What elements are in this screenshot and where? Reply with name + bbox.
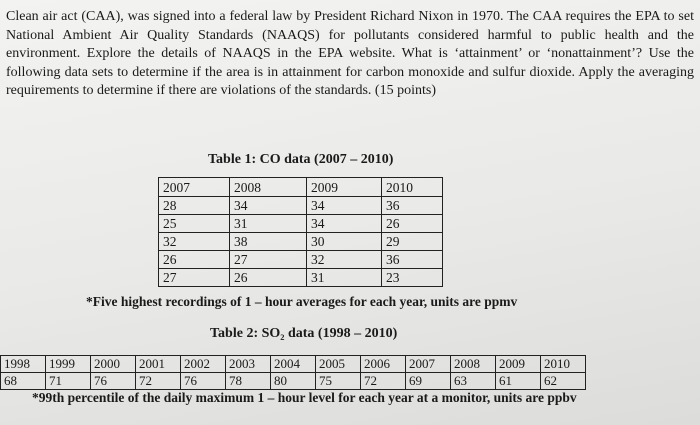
table-cell: 26 — [230, 269, 307, 287]
table-cell: 26 — [159, 251, 230, 269]
year-header: 2010 — [382, 178, 443, 197]
year-header: 2000 — [91, 356, 136, 373]
table-cell: 71 — [46, 373, 91, 390]
table-cell: 76 — [91, 373, 136, 390]
table-cell: 34 — [230, 197, 307, 215]
so2-table-title: Table 2: SO₂ data (1998 – 2010) — [210, 326, 398, 341]
year-header: 2003 — [226, 356, 271, 373]
table-cell: 75 — [316, 373, 361, 390]
assignment-prompt: Clean air act (CAA), was signed into a federal law by President Richard Nixon in 1970. The CAA requires the EPA to set National Ambient Air Quality Standards (NAAQS) for pollutants considered harmful to public health and the environment. Explore the details of NAAQS in the EPA website. What is ‘attainment’ or ‘nonattainment’? Use the following data sets to determine if the area is in attainment for carbon monoxide and sulfur dioxide. Apply the averaging requirements to determine if there are violations of the standards. (15 points) — [6, 9, 694, 98]
table-cell: 61 — [496, 373, 541, 390]
co-table-footnote: *Five highest recordings of 1 – hour averages for each year, units are ppmv — [86, 294, 518, 309]
table-cell: 32 — [159, 233, 230, 251]
table-cell: 72 — [361, 373, 406, 390]
table-cell: 30 — [307, 233, 382, 251]
table-cell: 23 — [382, 269, 443, 287]
co-table-title: Table 1: CO data (2007 – 2010) — [208, 152, 394, 167]
table-cell: 32 — [307, 251, 382, 269]
year-header: 2001 — [136, 356, 181, 373]
table-cell: 34 — [307, 197, 382, 215]
table-cell: 69 — [406, 373, 451, 390]
table-cell: 68 — [1, 373, 46, 390]
year-header: 2004 — [271, 356, 316, 373]
table-cell: 63 — [451, 373, 496, 390]
table-row — [159, 197, 443, 215]
year-header: 2002 — [181, 356, 226, 373]
year-header: 2005 — [316, 356, 361, 373]
table-cell: 72 — [136, 373, 181, 390]
table-cell: 31 — [307, 269, 382, 287]
table-cell: 34 — [307, 215, 382, 233]
table-row — [159, 269, 443, 287]
table-cell: 76 — [181, 373, 226, 390]
year-header: 1998 — [1, 356, 46, 373]
table-cell: 25 — [159, 215, 230, 233]
table-cell: 36 — [382, 197, 443, 215]
table-header-row — [1, 356, 586, 373]
table-cell: 27 — [159, 269, 230, 287]
year-header: 2009 — [496, 356, 541, 373]
table-cell: 27 — [230, 251, 307, 269]
table-header-row — [159, 178, 443, 197]
table-cell: 36 — [382, 251, 443, 269]
so2-data-table — [0, 355, 586, 390]
year-header: 2010 — [541, 356, 586, 373]
year-header: 2008 — [230, 178, 307, 197]
table-cell: 62 — [541, 373, 586, 390]
year-header: 2007 — [159, 178, 230, 197]
table-cell: 26 — [382, 215, 443, 233]
so2-table-footnote: *99th percentile of the daily maximum 1 – hour level for each year at a monitor, units are ppbv — [32, 390, 577, 405]
year-header: 2009 — [307, 178, 382, 197]
year-header: 2008 — [451, 356, 496, 373]
table-cell: 29 — [382, 233, 443, 251]
table-cell: 80 — [271, 373, 316, 390]
co-data-table — [158, 177, 443, 287]
table-row — [159, 251, 443, 269]
table-cell: 28 — [159, 197, 230, 215]
year-header: 2007 — [406, 356, 451, 373]
table-row — [159, 233, 443, 251]
table-row — [159, 215, 443, 233]
table-cell: 31 — [230, 215, 307, 233]
table-row — [1, 373, 586, 390]
year-header: 1999 — [46, 356, 91, 373]
year-header: 2006 — [361, 356, 406, 373]
table-cell: 38 — [230, 233, 307, 251]
table-cell: 78 — [226, 373, 271, 390]
